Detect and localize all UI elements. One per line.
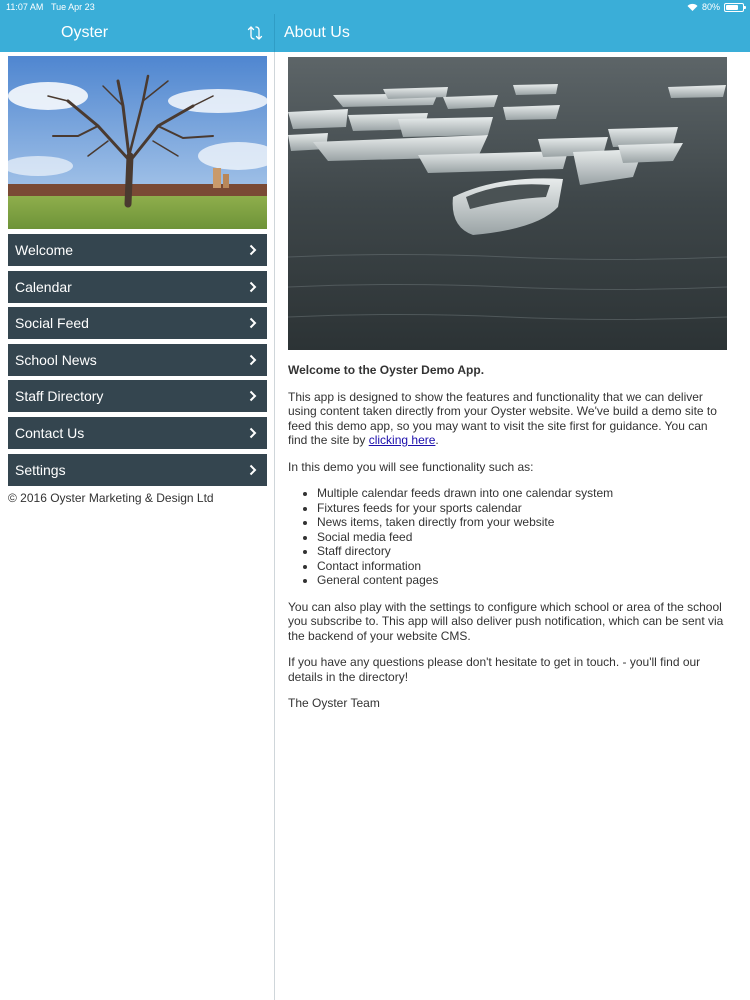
features-intro: In this demo you will see functionality such as: <box>288 459 534 474</box>
sidebar-item-label: Social Feed <box>15 315 89 332</box>
chevron-right-icon <box>249 244 257 256</box>
status-bar <box>0 0 750 14</box>
boats-image <box>288 57 727 350</box>
refresh-icon[interactable] <box>246 24 264 42</box>
sidebar-header <box>0 14 274 52</box>
intro-text: This app is designed to show the features and functionality that we can deliver using content taken directly from your Oyster website. We've build a demo site to feed this demo app, so you may want to visit the site first for guidance. You can find the site by <box>288 389 717 447</box>
sidebar-item-settings[interactable] <box>8 454 267 486</box>
wifi-icon <box>687 3 698 11</box>
list-item: • Contact information <box>317 559 728 574</box>
sidebar-item-social-feed[interactable] <box>8 307 267 339</box>
intro-paragraph <box>288 390 728 448</box>
sidebar-item-calendar[interactable] <box>8 271 267 303</box>
list-item: • News items, taken directly from your website <box>317 515 728 530</box>
status-date: Tue Apr 23 <box>51 2 95 12</box>
welcome-heading: Welcome to the Oyster Demo App. <box>288 363 485 377</box>
questions-paragraph: If you have any questions please don't hesitate to get in touch. - you'll find our details in the directory! <box>288 655 701 684</box>
settings-paragraph: You can also play with the settings to configure which school or area of the school you subscribe to. This app will also deliver push notification, which can be sent via the backend of your website CMS. <box>288 599 724 643</box>
page-title: About Us <box>284 24 350 41</box>
signoff: The Oyster Team <box>288 696 380 710</box>
status-time: 11:07 AM <box>6 2 44 12</box>
list-item: • General content pages <box>317 573 728 588</box>
chevron-right-icon <box>249 427 257 439</box>
sidebar-item-label: School News <box>15 351 97 368</box>
list-item: • Fixtures feeds for your sports calendar <box>317 501 728 516</box>
list-item: • Social media feed <box>317 530 728 545</box>
about-content <box>288 57 728 723</box>
intro-end: . <box>435 433 439 447</box>
chevron-right-icon <box>249 464 257 476</box>
list-item: • Multiple calendar feeds drawn into one calendar system <box>317 486 728 501</box>
battery-icon <box>724 3 744 12</box>
content-header <box>275 14 750 52</box>
battery-fill <box>726 5 738 10</box>
chevron-right-icon <box>249 354 257 366</box>
sidebar-item-welcome[interactable] <box>8 234 267 266</box>
sidebar <box>0 52 275 1000</box>
sidebar-item-label: Calendar <box>15 278 72 295</box>
clicking-here-link[interactable]: clicking here <box>368 433 436 447</box>
copyright-text: © 2016 Oyster Marketing & Design Ltd <box>8 491 214 505</box>
list-item: • Staff directory <box>317 544 728 559</box>
chevron-right-icon <box>249 281 257 293</box>
sidebar-item-label: Welcome <box>15 242 74 258</box>
features-list <box>317 486 728 588</box>
status-right <box>687 2 744 12</box>
sidebar-menu <box>8 234 267 490</box>
sidebar-item-label: Staff Directory <box>15 388 104 405</box>
sidebar-item-label: Contact Us <box>15 424 85 441</box>
chevron-right-icon <box>249 390 257 402</box>
sidebar-item-label: Settings <box>15 461 66 478</box>
battery-percent: 80% <box>701 2 720 12</box>
sidebar-item-school-news[interactable] <box>8 344 267 376</box>
app-title: Oyster <box>61 24 109 41</box>
chevron-right-icon <box>249 317 257 329</box>
tree-image <box>8 56 267 229</box>
sidebar-item-staff-directory[interactable] <box>8 380 267 412</box>
about-text <box>288 363 728 711</box>
sidebar-item-contact-us[interactable] <box>8 417 267 449</box>
